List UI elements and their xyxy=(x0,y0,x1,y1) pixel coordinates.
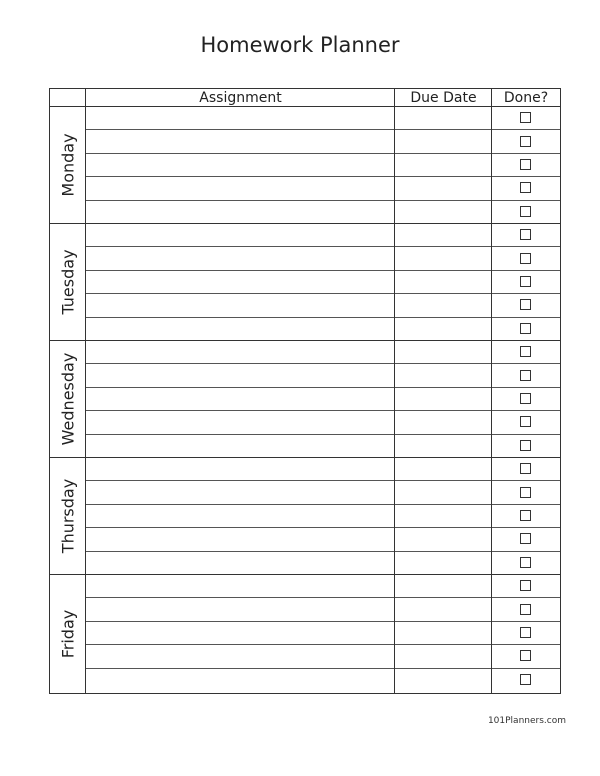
day-block-wednesday xyxy=(50,341,560,458)
assignment-field[interactable] xyxy=(86,481,395,503)
done-checkbox[interactable] xyxy=(520,463,531,474)
table-row xyxy=(86,247,560,270)
due-date-field[interactable] xyxy=(395,341,492,363)
day-label: Thursday xyxy=(58,478,78,554)
assignment-field[interactable] xyxy=(86,528,395,550)
assignment-field[interactable] xyxy=(86,341,395,363)
assignment-field[interactable] xyxy=(86,364,395,386)
done-cell xyxy=(492,177,560,199)
assignment-field[interactable] xyxy=(86,154,395,176)
day-label: Friday xyxy=(58,609,78,658)
due-date-field[interactable] xyxy=(395,388,492,410)
done-cell xyxy=(492,669,560,692)
done-checkbox[interactable] xyxy=(520,393,531,404)
due-date-field[interactable] xyxy=(395,294,492,316)
assignment-field[interactable] xyxy=(86,388,395,410)
done-checkbox[interactable] xyxy=(520,487,531,498)
done-checkbox[interactable] xyxy=(520,440,531,451)
done-checkbox[interactable] xyxy=(520,510,531,521)
done-cell xyxy=(492,435,560,458)
done-cell xyxy=(492,388,560,410)
assignment-field[interactable] xyxy=(86,411,395,433)
done-checkbox[interactable] xyxy=(520,112,531,123)
due-date-field[interactable] xyxy=(395,622,492,644)
done-checkbox[interactable] xyxy=(520,674,531,685)
due-date-field[interactable] xyxy=(395,224,492,246)
done-checkbox[interactable] xyxy=(520,299,531,310)
due-date-field[interactable] xyxy=(395,364,492,386)
done-checkbox[interactable] xyxy=(520,182,531,193)
due-date-field[interactable] xyxy=(395,575,492,597)
done-cell xyxy=(492,271,560,293)
done-checkbox[interactable] xyxy=(520,370,531,381)
done-checkbox[interactable] xyxy=(520,580,531,591)
assignment-field[interactable] xyxy=(86,130,395,152)
table-row xyxy=(86,224,560,247)
divider-due-column xyxy=(491,89,492,693)
header-done: Done? xyxy=(503,90,549,106)
table-row xyxy=(86,458,560,481)
done-checkbox[interactable] xyxy=(520,533,531,544)
done-cell xyxy=(492,154,560,176)
assignment-field[interactable] xyxy=(86,435,395,458)
done-checkbox[interactable] xyxy=(520,206,531,217)
done-cell xyxy=(492,318,560,341)
due-date-field[interactable] xyxy=(395,669,492,692)
due-date-field[interactable] xyxy=(395,645,492,667)
done-cell xyxy=(492,364,560,386)
table-row xyxy=(86,107,560,130)
header-row xyxy=(50,89,560,107)
assignment-field[interactable] xyxy=(86,224,395,246)
done-cell xyxy=(492,130,560,152)
due-date-field[interactable] xyxy=(395,411,492,433)
table-row xyxy=(86,411,560,434)
assignment-field[interactable] xyxy=(86,247,395,269)
assignment-field[interactable] xyxy=(86,318,395,341)
table-row xyxy=(86,645,560,668)
done-checkbox[interactable] xyxy=(520,136,531,147)
due-date-field[interactable] xyxy=(395,154,492,176)
done-checkbox[interactable] xyxy=(520,650,531,661)
divider-assignment-column xyxy=(394,89,395,693)
due-date-field[interactable] xyxy=(395,177,492,199)
due-date-field[interactable] xyxy=(395,435,492,458)
day-label-cell xyxy=(50,341,86,457)
done-cell xyxy=(492,505,560,527)
table-row xyxy=(86,575,560,598)
done-checkbox[interactable] xyxy=(520,557,531,568)
done-checkbox[interactable] xyxy=(520,229,531,240)
footer-brand: 101Planners.com xyxy=(487,716,566,726)
day-block-tuesday xyxy=(50,224,560,341)
table-row xyxy=(86,271,560,294)
due-date-field[interactable] xyxy=(395,130,492,152)
day-label: Wednesday xyxy=(58,352,78,446)
table-row xyxy=(86,154,560,177)
due-date-field[interactable] xyxy=(395,201,492,224)
done-cell xyxy=(492,598,560,620)
done-cell xyxy=(492,201,560,224)
due-date-field[interactable] xyxy=(395,481,492,503)
assignment-field[interactable] xyxy=(86,201,395,224)
table-row xyxy=(86,505,560,528)
day-label-cell xyxy=(50,224,86,340)
done-cell xyxy=(492,411,560,433)
table-row xyxy=(86,388,560,411)
due-date-field[interactable] xyxy=(395,271,492,293)
table-row xyxy=(86,130,560,153)
table-row xyxy=(86,528,560,551)
table-row xyxy=(86,481,560,504)
done-cell xyxy=(492,107,560,129)
due-date-field[interactable] xyxy=(395,505,492,527)
assignment-field[interactable] xyxy=(86,598,395,620)
page-title: Homework Planner xyxy=(200,33,400,57)
assignment-field[interactable] xyxy=(86,107,395,129)
done-checkbox[interactable] xyxy=(520,323,531,334)
day-label-cell xyxy=(50,458,86,574)
done-cell xyxy=(492,645,560,667)
table-row xyxy=(86,598,560,621)
done-checkbox[interactable] xyxy=(520,276,531,287)
done-cell xyxy=(492,528,560,550)
done-checkbox[interactable] xyxy=(520,416,531,427)
done-cell xyxy=(492,224,560,246)
done-cell xyxy=(492,247,560,269)
due-date-field[interactable] xyxy=(395,318,492,341)
table-row xyxy=(86,341,560,364)
header-day-cell xyxy=(50,89,86,106)
done-checkbox[interactable] xyxy=(520,159,531,170)
assignment-field[interactable] xyxy=(86,177,395,199)
done-cell xyxy=(492,575,560,597)
table-row xyxy=(86,201,560,224)
header-assignment: Assignment xyxy=(199,90,282,106)
assignment-field[interactable] xyxy=(86,458,395,480)
day-block-friday xyxy=(50,575,560,692)
assignment-field[interactable] xyxy=(86,645,395,667)
day-label: Monday xyxy=(58,133,78,197)
done-cell xyxy=(492,622,560,644)
day-label: Tuesday xyxy=(58,249,78,315)
assignment-field[interactable] xyxy=(86,552,395,575)
assignment-field[interactable] xyxy=(86,669,395,692)
day-block-thursday xyxy=(50,458,560,575)
table-row xyxy=(86,294,560,317)
table-row xyxy=(86,177,560,200)
table-row xyxy=(86,364,560,387)
assignment-field[interactable] xyxy=(86,575,395,597)
day-label-cell xyxy=(50,575,86,692)
due-date-field[interactable] xyxy=(395,552,492,575)
table-row xyxy=(86,435,560,458)
day-label-cell xyxy=(50,107,86,223)
table-row xyxy=(86,622,560,645)
assignment-field[interactable] xyxy=(86,271,395,293)
done-checkbox[interactable] xyxy=(520,253,531,264)
table-row xyxy=(86,318,560,341)
due-date-field[interactable] xyxy=(395,598,492,620)
done-checkbox[interactable] xyxy=(520,346,531,357)
done-cell xyxy=(492,294,560,316)
due-date-field[interactable] xyxy=(395,107,492,129)
assignment-field[interactable] xyxy=(86,622,395,644)
done-cell xyxy=(492,458,560,480)
done-checkbox[interactable] xyxy=(520,627,531,638)
divider-day-column xyxy=(85,89,86,693)
due-date-field[interactable] xyxy=(395,528,492,550)
assignment-field[interactable] xyxy=(86,294,395,316)
day-block-monday xyxy=(50,107,560,224)
done-checkbox[interactable] xyxy=(520,604,531,615)
done-cell xyxy=(492,341,560,363)
due-date-field[interactable] xyxy=(395,247,492,269)
done-cell xyxy=(492,481,560,503)
done-cell xyxy=(492,552,560,575)
table-row xyxy=(86,669,560,692)
planner-table xyxy=(49,88,561,694)
table-row xyxy=(86,552,560,575)
assignment-field[interactable] xyxy=(86,505,395,527)
due-date-field[interactable] xyxy=(395,458,492,480)
header-due-date: Due Date xyxy=(410,90,477,106)
